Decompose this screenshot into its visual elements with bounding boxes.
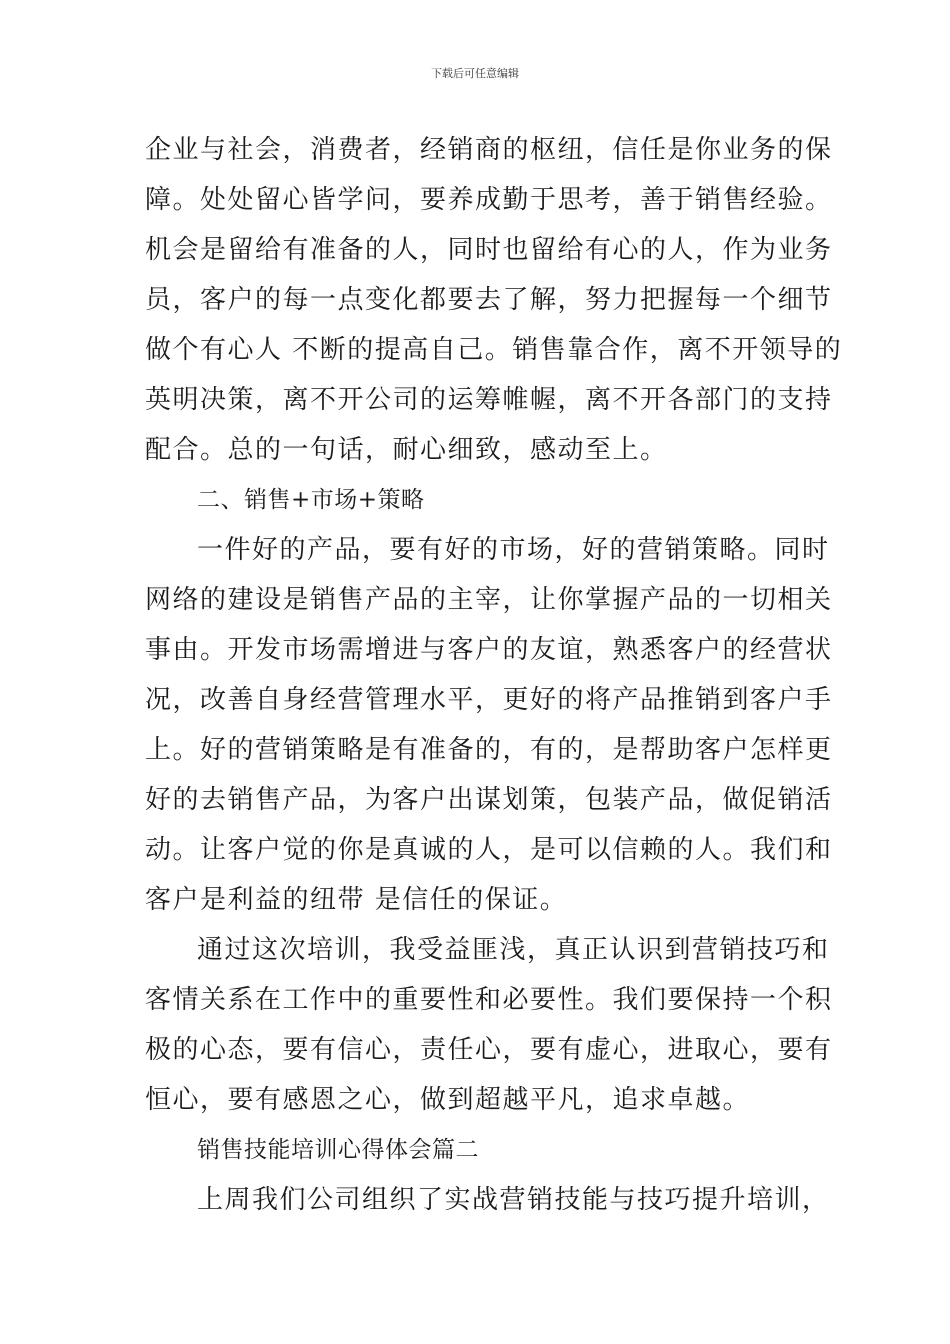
paragraph-line: 恒心，要有感恩之心，做到超越平凡，追求卓越。 bbox=[145, 1085, 751, 1115]
paragraph-line: 上。好的营销策略是有准备的，有的，是帮助客户怎样更 bbox=[145, 735, 833, 765]
paragraph-line: 配合。总的一句话，耐心细致，感动至上。 bbox=[145, 435, 668, 465]
section-heading: 销售技能培训心得体会篇二 bbox=[197, 1137, 479, 1163]
paragraph-line: 上周我们公司组织了实战营销技能与技巧提升培训， bbox=[197, 1185, 830, 1215]
paragraph-line: 客户是利益的纽带 是信任的保证。 bbox=[145, 885, 568, 915]
paragraph-line: 客情关系在工作中的重要性和必要性。我们要保持一个积 bbox=[145, 985, 833, 1015]
section-heading: 二、销售+市场+策略 bbox=[197, 487, 425, 513]
page-header: 下载后可任意编辑 bbox=[431, 67, 519, 80]
paragraph-line: 动。让客户觉的你是真诚的人，是可以信赖的人。我们和 bbox=[145, 835, 833, 865]
paragraph-line: 极的心态，要有信心，责任心，要有虚心，进取心，要有 bbox=[145, 1035, 833, 1065]
paragraph-line: 障。处处留心皆学问，要养成勤于思考，善于销售经验。 bbox=[145, 185, 833, 215]
paragraph-line: 一件好的产品，要有好的市场，好的营销策略。同时 bbox=[197, 535, 830, 565]
paragraph-line: 网络的建设是销售产品的主宰，让你掌握产品的一切相关 bbox=[145, 585, 833, 615]
paragraph-line: 机会是留给有准备的人，同时也留给有心的人，作为业务 bbox=[145, 235, 833, 265]
paragraph-line: 况，改善自身经营管理水平，更好的将产品推销到客户手 bbox=[145, 685, 833, 715]
paragraph-line: 事由。开发市场需增进与客户的友谊，熟悉客户的经营状 bbox=[145, 635, 833, 665]
paragraph-line: 英明决策，离不开公司的运筹帷幄，离不开各部门的支持 bbox=[145, 385, 833, 415]
paragraph-line: 做个有心人 不断的提高自己。销售靠合作，离不开领导的 bbox=[145, 335, 843, 365]
paragraph-line: 好的去销售产品，为客户出谋划策，包装产品，做促销活 bbox=[145, 785, 833, 815]
paragraph-line: 企业与社会，消费者，经销商的枢纽，信任是你业务的保 bbox=[145, 135, 833, 165]
paragraph-line: 通过这次培训，我受益匪浅，真正认识到营销技巧和 bbox=[197, 935, 830, 965]
paragraph-line: 员，客户的每一点变化都要去了解，努力把握每一个细节 bbox=[145, 285, 833, 315]
